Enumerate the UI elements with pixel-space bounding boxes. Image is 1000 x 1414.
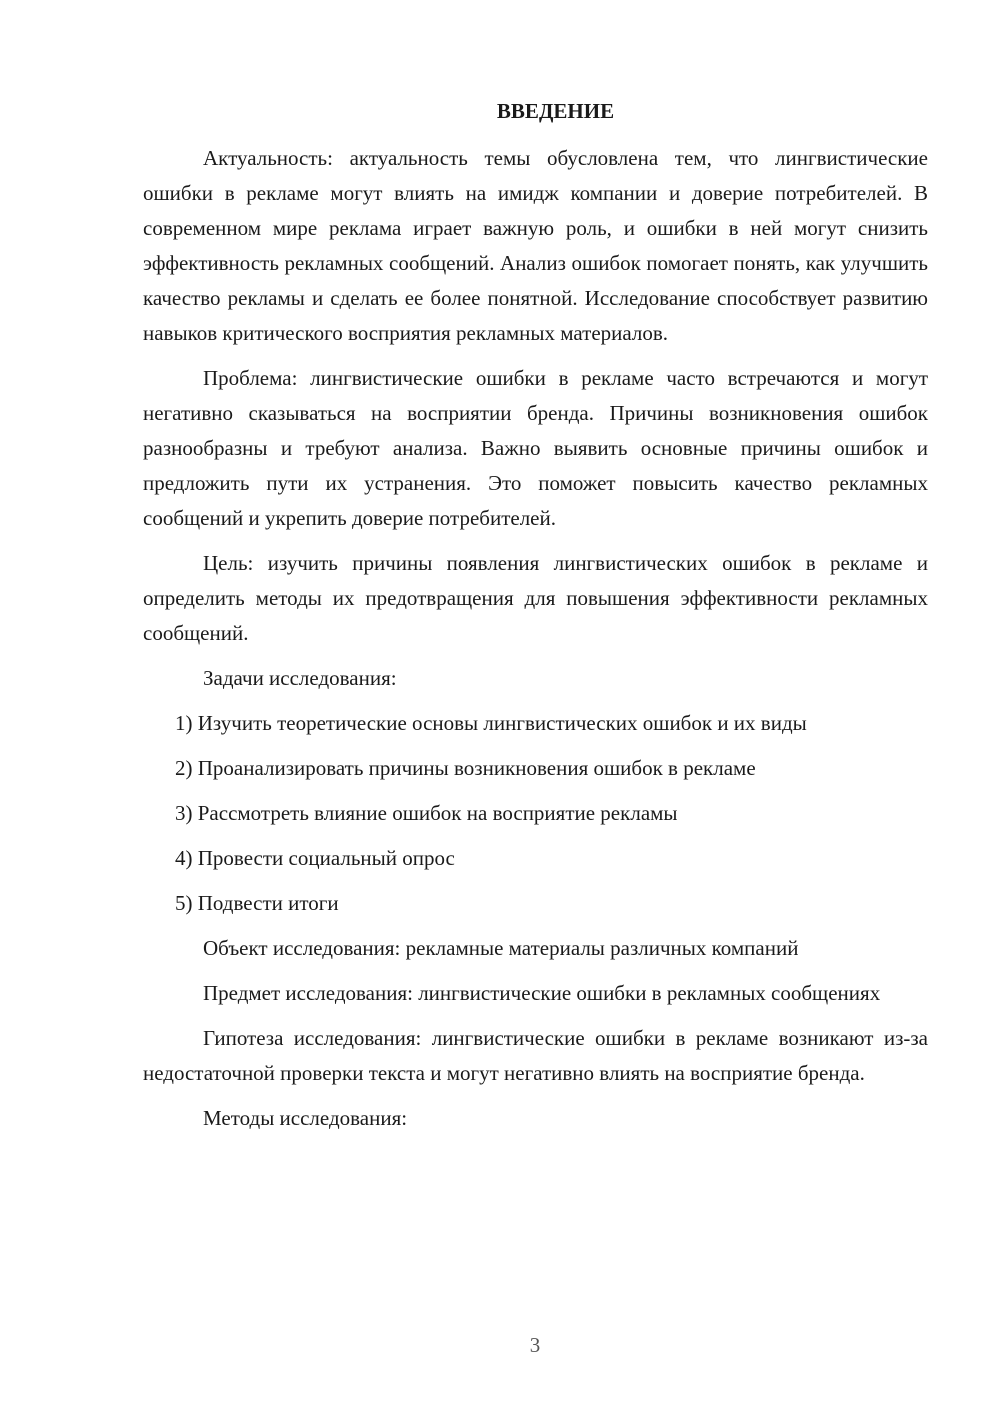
page-content — [143, 94, 928, 1146]
hypothesis-paragraph: Гипотеза исследования: лингвистические ошибки в рекламе возникают из-за недостаточной проверки текста и могут негативно влиять на восприятие бренда. — [143, 1026, 928, 1085]
task-item: 5) Подвести итоги — [175, 891, 339, 915]
task-item: 1) Изучить теоретические основы лингвистических ошибок и их виды — [175, 711, 807, 735]
goal-paragraph: Цель: изучить причины появления лингвистических ошибок в рекламе и определить методы их предотвращения для повышения эффективности рекламных сообщений. — [143, 551, 928, 645]
problem-paragraph: Проблема: лингвистические ошибки в рекламе часто встречаются и могут негативно сказываться на восприятии бренда. Причины возникновения ошибок разнообразны и требуют анализа. Важно выявить основные причины ошибок и предложить пути их устранения. Это поможет повысить качество рекламных сообщений и укрепить доверие потребителей. — [143, 366, 928, 530]
task-item: 2) Проанализировать причины возникновения ошибок в рекламе — [175, 756, 756, 780]
page-number: 3 — [529, 1333, 541, 1357]
task-item: 4) Провести социальный опрос — [175, 846, 455, 870]
subject-paragraph: Предмет исследования: лингвистические ошибки в рекламных сообщениях — [203, 981, 881, 1005]
object-line: Объект исследования: рекламные материалы различных компаний — [203, 936, 799, 960]
task-item: 3) Рассмотреть влияние ошибок на восприятие рекламы — [175, 801, 678, 825]
page-title: ВВЕДЕНИЕ — [496, 99, 615, 123]
methods-heading: Методы исследования: — [203, 1106, 408, 1130]
tasks-heading: Задачи исследования: — [203, 666, 397, 690]
relevance-paragraph: Актуальность: актуальность темы обусловлена тем, что лингвистические ошибки в рекламе могут влиять на имидж компании и доверие потребителей. В современном мире реклама играет важную роль, и ошибки в ней могут снизить эффективность рекламных сообщений. Анализ ошибок помогает понять, как улучшить качество рекламы и сделать ее более понятной. Исследование способствует развитию навыков критического восприятия рекламных материалов. — [143, 146, 928, 345]
tasks-list — [143, 706, 928, 921]
